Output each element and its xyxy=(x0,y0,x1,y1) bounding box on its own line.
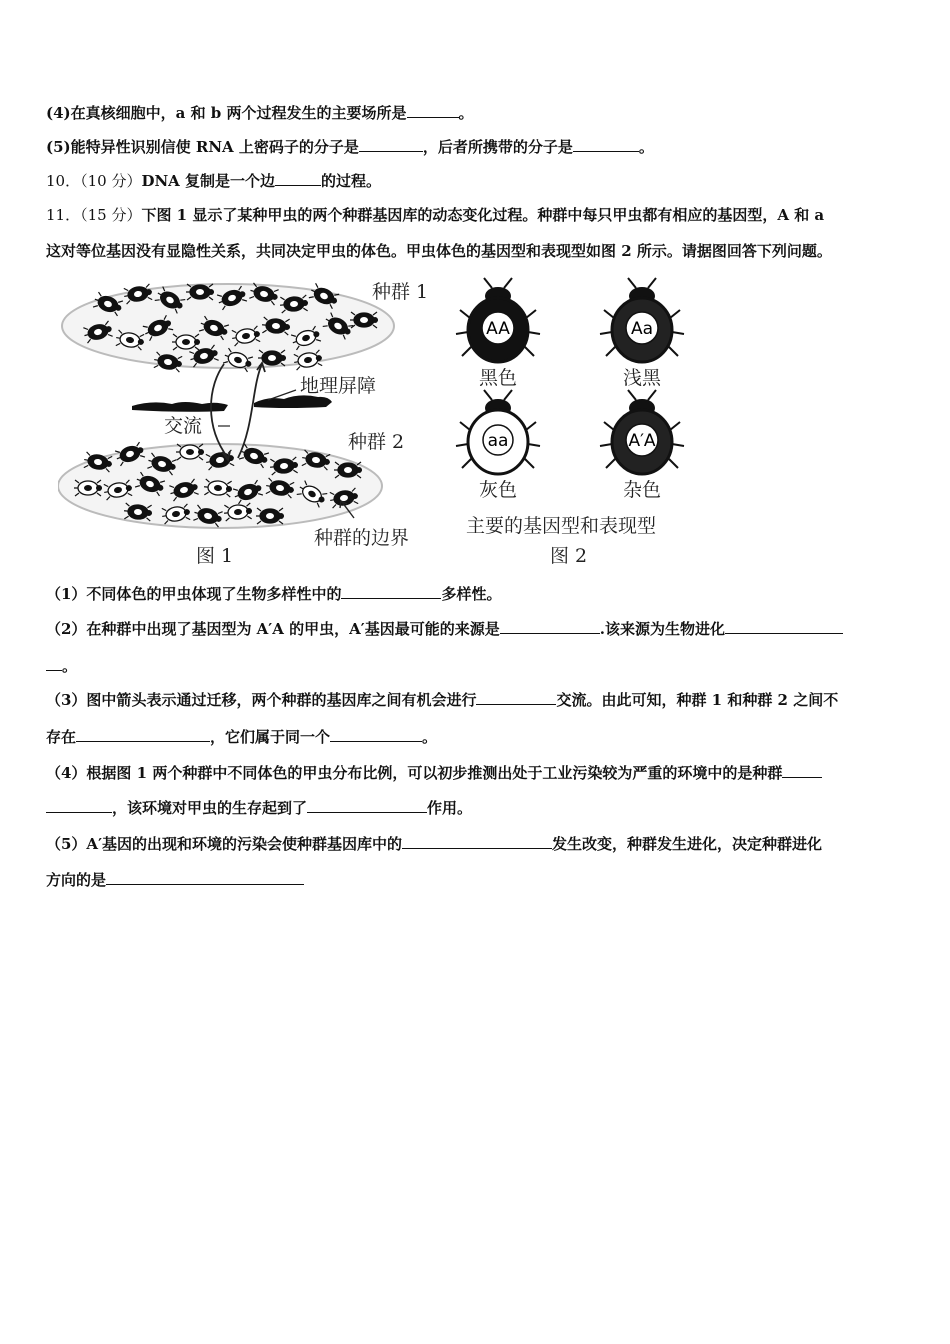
small-beetle-icon xyxy=(350,312,378,328)
genotype-label: Aa xyxy=(630,319,654,339)
small-beetle-icon xyxy=(334,462,362,478)
answer-blank[interactable] xyxy=(476,690,556,705)
q5-line: (5)能特异性识别信使 RNA 上密码子的分子是 ，后者所携带的分子是 。 xyxy=(46,138,654,156)
q4-line: (4)在真核细胞中，a 和 b 两个过程发生的主要场所是 。 xyxy=(46,104,474,122)
small-beetle-icon xyxy=(74,480,102,496)
genotype-label: AA xyxy=(486,319,510,339)
answer-blank[interactable] xyxy=(330,727,422,742)
answer-blank[interactable] xyxy=(407,103,459,118)
population1-label: 种群 1 xyxy=(372,281,429,303)
answer-blank[interactable] xyxy=(359,137,423,152)
phenotype-label: 浅黑 xyxy=(622,367,662,389)
genotype-label: A′A xyxy=(628,431,656,451)
q11-sub4-line1: （4）根据图 1 两个种群中不同体色的甲虫分布比例，可以初步推测出处于工业污染较为严重的环境中的是种群 xyxy=(46,763,822,783)
answer-blank[interactable] xyxy=(275,171,321,186)
q11-sub3-line1: （3）图中箭头表示通过迁移，两个种群的基因库之间有机会进行 交流。由此可知，种群 1 和种群 2 之间不 xyxy=(46,691,839,709)
q11-sub3-line2: 存在 ，它们属于同一个 。 xyxy=(46,728,438,746)
answer-blank[interactable] xyxy=(106,870,304,885)
beetle-figures xyxy=(58,276,708,566)
q10-line: 10．（10 分）DNA 复制是一个边 的过程。 xyxy=(46,172,382,190)
barrier-right xyxy=(254,395,332,408)
q11-sub5-line2: 方向的是 xyxy=(46,870,304,890)
figure1-caption: 图 1 xyxy=(196,545,234,566)
answer-blank[interactable] xyxy=(307,798,427,813)
q11-sub2-line2: 。 xyxy=(46,656,77,676)
q11-sub5-line1: （5）A′基因的出现和环境的污染会使种群基因库中的 发生改变，种群发生进化，决定种群进化 xyxy=(46,835,823,853)
barrier-label: 地理屏障 xyxy=(300,375,377,397)
barrier-left xyxy=(132,402,228,412)
q11-intro-line1: 11．（15 分）下图 1 显示了某种甲虫的两个种群基因库的动态变化过程。种群中每只甲虫都有相应的基因型，A 和 a xyxy=(46,206,825,224)
boundary-label: 种群的边界 xyxy=(314,527,410,549)
answer-blank[interactable] xyxy=(341,584,441,599)
answer-blank[interactable] xyxy=(76,727,210,742)
population2-label: 种群 2 xyxy=(348,431,405,453)
q11-sub1: （1）不同体色的甲虫体现了生物多样性中的 多样性。 xyxy=(46,585,502,603)
small-beetle-icon xyxy=(176,444,204,460)
answer-blank[interactable] xyxy=(573,137,639,152)
phenotype-label: 杂色 xyxy=(622,479,662,501)
figure2-subtitle: 主要的基因型和表现型 xyxy=(466,515,657,537)
answer-blank[interactable] xyxy=(500,619,600,634)
phenotype-label: 灰色 xyxy=(478,479,518,501)
answer-blank[interactable] xyxy=(46,656,62,671)
figure2-beetles xyxy=(456,278,684,501)
small-beetle-icon xyxy=(172,334,200,350)
phenotype-label: 黑色 xyxy=(478,367,518,389)
q11-intro-line2: 这对等位基因没有显隐性关系，共同决定甲虫的体色。甲虫体色的基因型和表现型如图 2 所示。请据图回答下列问题。 xyxy=(46,242,832,260)
answer-blank[interactable] xyxy=(725,619,843,634)
small-beetle-icon xyxy=(186,284,214,300)
q11-sub4-line2: ，该环境对甲虫的生存起到了 作用。 xyxy=(46,798,472,818)
figure2-caption: 图 2 xyxy=(550,545,588,566)
genotype-label: aa xyxy=(487,431,509,451)
answer-blank[interactable] xyxy=(46,798,112,813)
answer-blank[interactable] xyxy=(402,834,552,849)
small-beetle-icon xyxy=(256,508,284,524)
answer-blank[interactable] xyxy=(782,763,822,778)
exchange-label: 交流 xyxy=(164,415,203,437)
q11-sub2-line1: （2）在种群中出现了基因型为 A′A 的甲虫，A′基因最可能的来源是 .该来源为生物进化 xyxy=(46,619,843,639)
